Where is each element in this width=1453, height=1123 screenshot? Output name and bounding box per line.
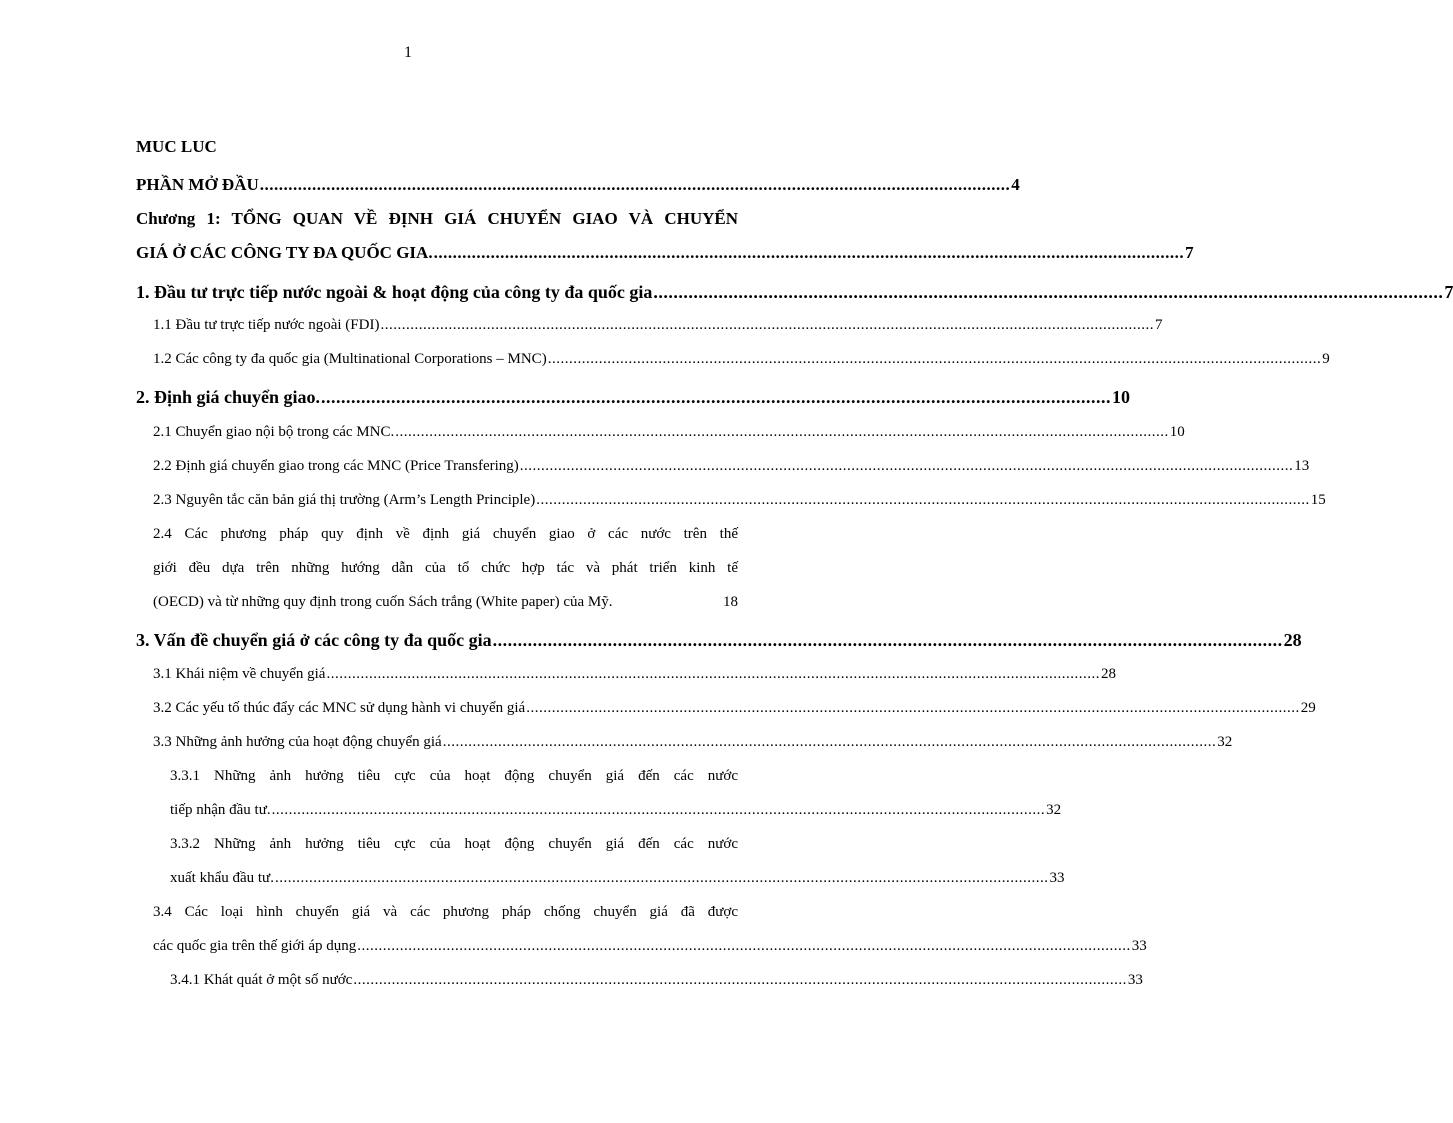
toc-entry[interactable]: 2.4 Các phương pháp quy định về định giá chuyển giao ở các nước trên thế — [153, 526, 738, 542]
toc-entry[interactable] — [136, 175, 1020, 195]
toc-entry-page: 29 — [1300, 700, 1316, 716]
toc-entry[interactable] — [136, 243, 1194, 263]
toc-entry-text: 3.3 Những ảnh hưởng của hoạt động chuyển giá — [153, 734, 442, 750]
toc-entry-text: 3. Vấn đề chuyển giá ở các công ty đa quốc gia — [136, 630, 492, 650]
toc-entry-text: 3.4.1 Khát quát ở một số nước — [170, 972, 353, 988]
toc-entry-text: 1.2 Các công ty đa quốc gia (Multinational Corporations – MNC) — [153, 351, 547, 367]
toc-entry-page: 33 — [1127, 972, 1143, 988]
toc-entry-text: các quốc gia trên thế giới áp dụng — [153, 938, 357, 954]
toc-entry[interactable] — [153, 700, 1316, 717]
toc-entry[interactable] — [153, 424, 1185, 441]
toc-entry-text: 2.3 Nguyên tắc căn bản giá thị trường (Arm’s Length Principle) — [153, 492, 536, 508]
toc-entry-page: 32 — [1217, 734, 1233, 750]
leader-dots: ...................................................................................................................................................................................... — [271, 802, 1046, 818]
toc-entry-text: PHẦN MỞ ĐẦU — [136, 175, 259, 194]
toc-entry-page: 4 — [1011, 175, 1020, 194]
toc-entry-page: 10 — [1169, 424, 1185, 440]
toc-entry-text: 1.1 Đầu tư trực tiếp nước ngoài (FDI) — [153, 317, 380, 333]
toc-entry-page: 33 — [1049, 870, 1065, 886]
toc-entry-text: 3.1 Khái niệm về chuyển giá — [153, 666, 326, 682]
toc-entry-page: 13 — [1294, 458, 1310, 474]
leader-dots: ...................................................................................................................................................................................... — [357, 938, 1131, 954]
toc-entry-page: 18 — [723, 594, 738, 610]
toc-entry-text: 3.2 Các yếu tố thúc đẩy các MNC sử dụng hành vi chuyển giá — [153, 700, 526, 716]
leader-dots: .............................................................................................................................................................. — [492, 630, 1283, 650]
toc-entry[interactable]: 3.3.2 Những ảnh hưởng tiêu cực của hoạt động chuyển giá đến các nước — [170, 836, 738, 852]
leader-dots: ...................................................................................................................................................................................... — [536, 492, 1310, 508]
toc-entry-page: 28 — [1100, 666, 1116, 682]
toc-entry[interactable] — [153, 492, 1326, 509]
toc-entry[interactable] — [136, 282, 1453, 303]
toc-entry-page: 32 — [1046, 802, 1062, 818]
toc-entry[interactable] — [136, 387, 1131, 408]
toc-entry-continuation — [153, 938, 1147, 955]
toc-title: MUC LUC — [136, 137, 217, 156]
page-number: 1 — [404, 44, 412, 61]
toc-entry[interactable] — [170, 972, 1143, 989]
toc-entry-text: 2.1 Chuyển giao nội bộ trong các MNC. — [153, 424, 395, 440]
toc-entry-text: GIÁ Ở CÁC CÔNG TY ĐA QUỐC GIA. — [136, 243, 433, 262]
leader-dots: .............................................................................................................................................................. — [433, 243, 1185, 262]
toc-entry[interactable] — [153, 666, 1116, 683]
toc-entry-continuation — [170, 870, 1065, 887]
toc-entry-page: 7 — [1444, 282, 1453, 302]
leader-dots: .............................................................................................................................................................. — [259, 175, 1011, 194]
toc-entry-text: 2. Định giá chuyển giao. — [136, 387, 321, 407]
toc-entry-continuation — [170, 802, 1062, 819]
toc-entry-page: 33 — [1131, 938, 1147, 954]
toc-entry-text: (OECD) và từ những quy định trong cuốn Sách trắng (White paper) của Mỹ. — [153, 594, 613, 610]
toc-entry-continuation — [153, 594, 738, 611]
toc-entry-page: 10 — [1112, 387, 1131, 407]
toc-entry-continuation: giới đều dựa trên những hướng dẫn của tổ chức hợp tác và phát triển kinh tế — [153, 560, 738, 576]
toc-entry[interactable] — [153, 734, 1233, 751]
leader-dots: ...................................................................................................................................................................................... — [526, 700, 1300, 716]
toc-entry-page: 9 — [1322, 351, 1330, 367]
leader-dots: ...................................................................................................................................................................................... — [442, 734, 1217, 750]
leader-dots: ...................................................................................................................................................................................... — [547, 351, 1322, 367]
leader-dots: ...................................................................................................................................................................................... — [519, 458, 1294, 474]
leader-dots: ...................................................................................................................................................................................... — [353, 972, 1127, 988]
toc-entry[interactable]: 3.3.1 Những ảnh hưởng tiêu cực của hoạt động chuyển giá đến các nước — [170, 768, 738, 784]
leader-dots: .............................................................................................................................................................. — [653, 282, 1444, 302]
toc-entry-text: xuất khẩu đầu tư. — [170, 870, 274, 886]
toc-entry[interactable] — [153, 351, 1330, 368]
toc-entry-page: 7 — [1185, 243, 1194, 262]
leader-dots: ...................................................................................................................................................................................... — [395, 424, 1169, 440]
toc-entry[interactable] — [153, 458, 1310, 475]
leader-dots: .............................................................................................................................................................. — [321, 387, 1112, 407]
toc-entry[interactable]: Chương 1: TỔNG QUAN VỀ ĐỊNH GIÁ CHUYỂN GIAO VÀ CHUYỂN — [136, 209, 738, 228]
toc-entry[interactable]: 3.4 Các loại hình chuyển giá và các phương pháp chống chuyển giá đã được — [153, 904, 738, 920]
toc-entry-text: 1. Đầu tư trực tiếp nước ngoài & hoạt động của công ty đa quốc gia — [136, 282, 653, 302]
toc-entry-text: tiếp nhận đầu tư. — [170, 802, 271, 818]
leader-dots: ...................................................................................................................................................................................... — [326, 666, 1100, 682]
leader-dots: ...................................................................................................................................................................................... — [274, 870, 1049, 886]
leader-dots: ...................................................................................................................................................................................... — [380, 317, 1154, 333]
toc-entry[interactable] — [136, 630, 1302, 651]
toc-entry-page: 28 — [1283, 630, 1302, 650]
toc-entry-page: 7 — [1154, 317, 1163, 333]
toc-entry-page: 15 — [1310, 492, 1326, 508]
toc-entry[interactable] — [153, 317, 1163, 334]
toc-entry-text: 2.2 Định giá chuyển giao trong các MNC (Price Transfering) — [153, 458, 519, 474]
